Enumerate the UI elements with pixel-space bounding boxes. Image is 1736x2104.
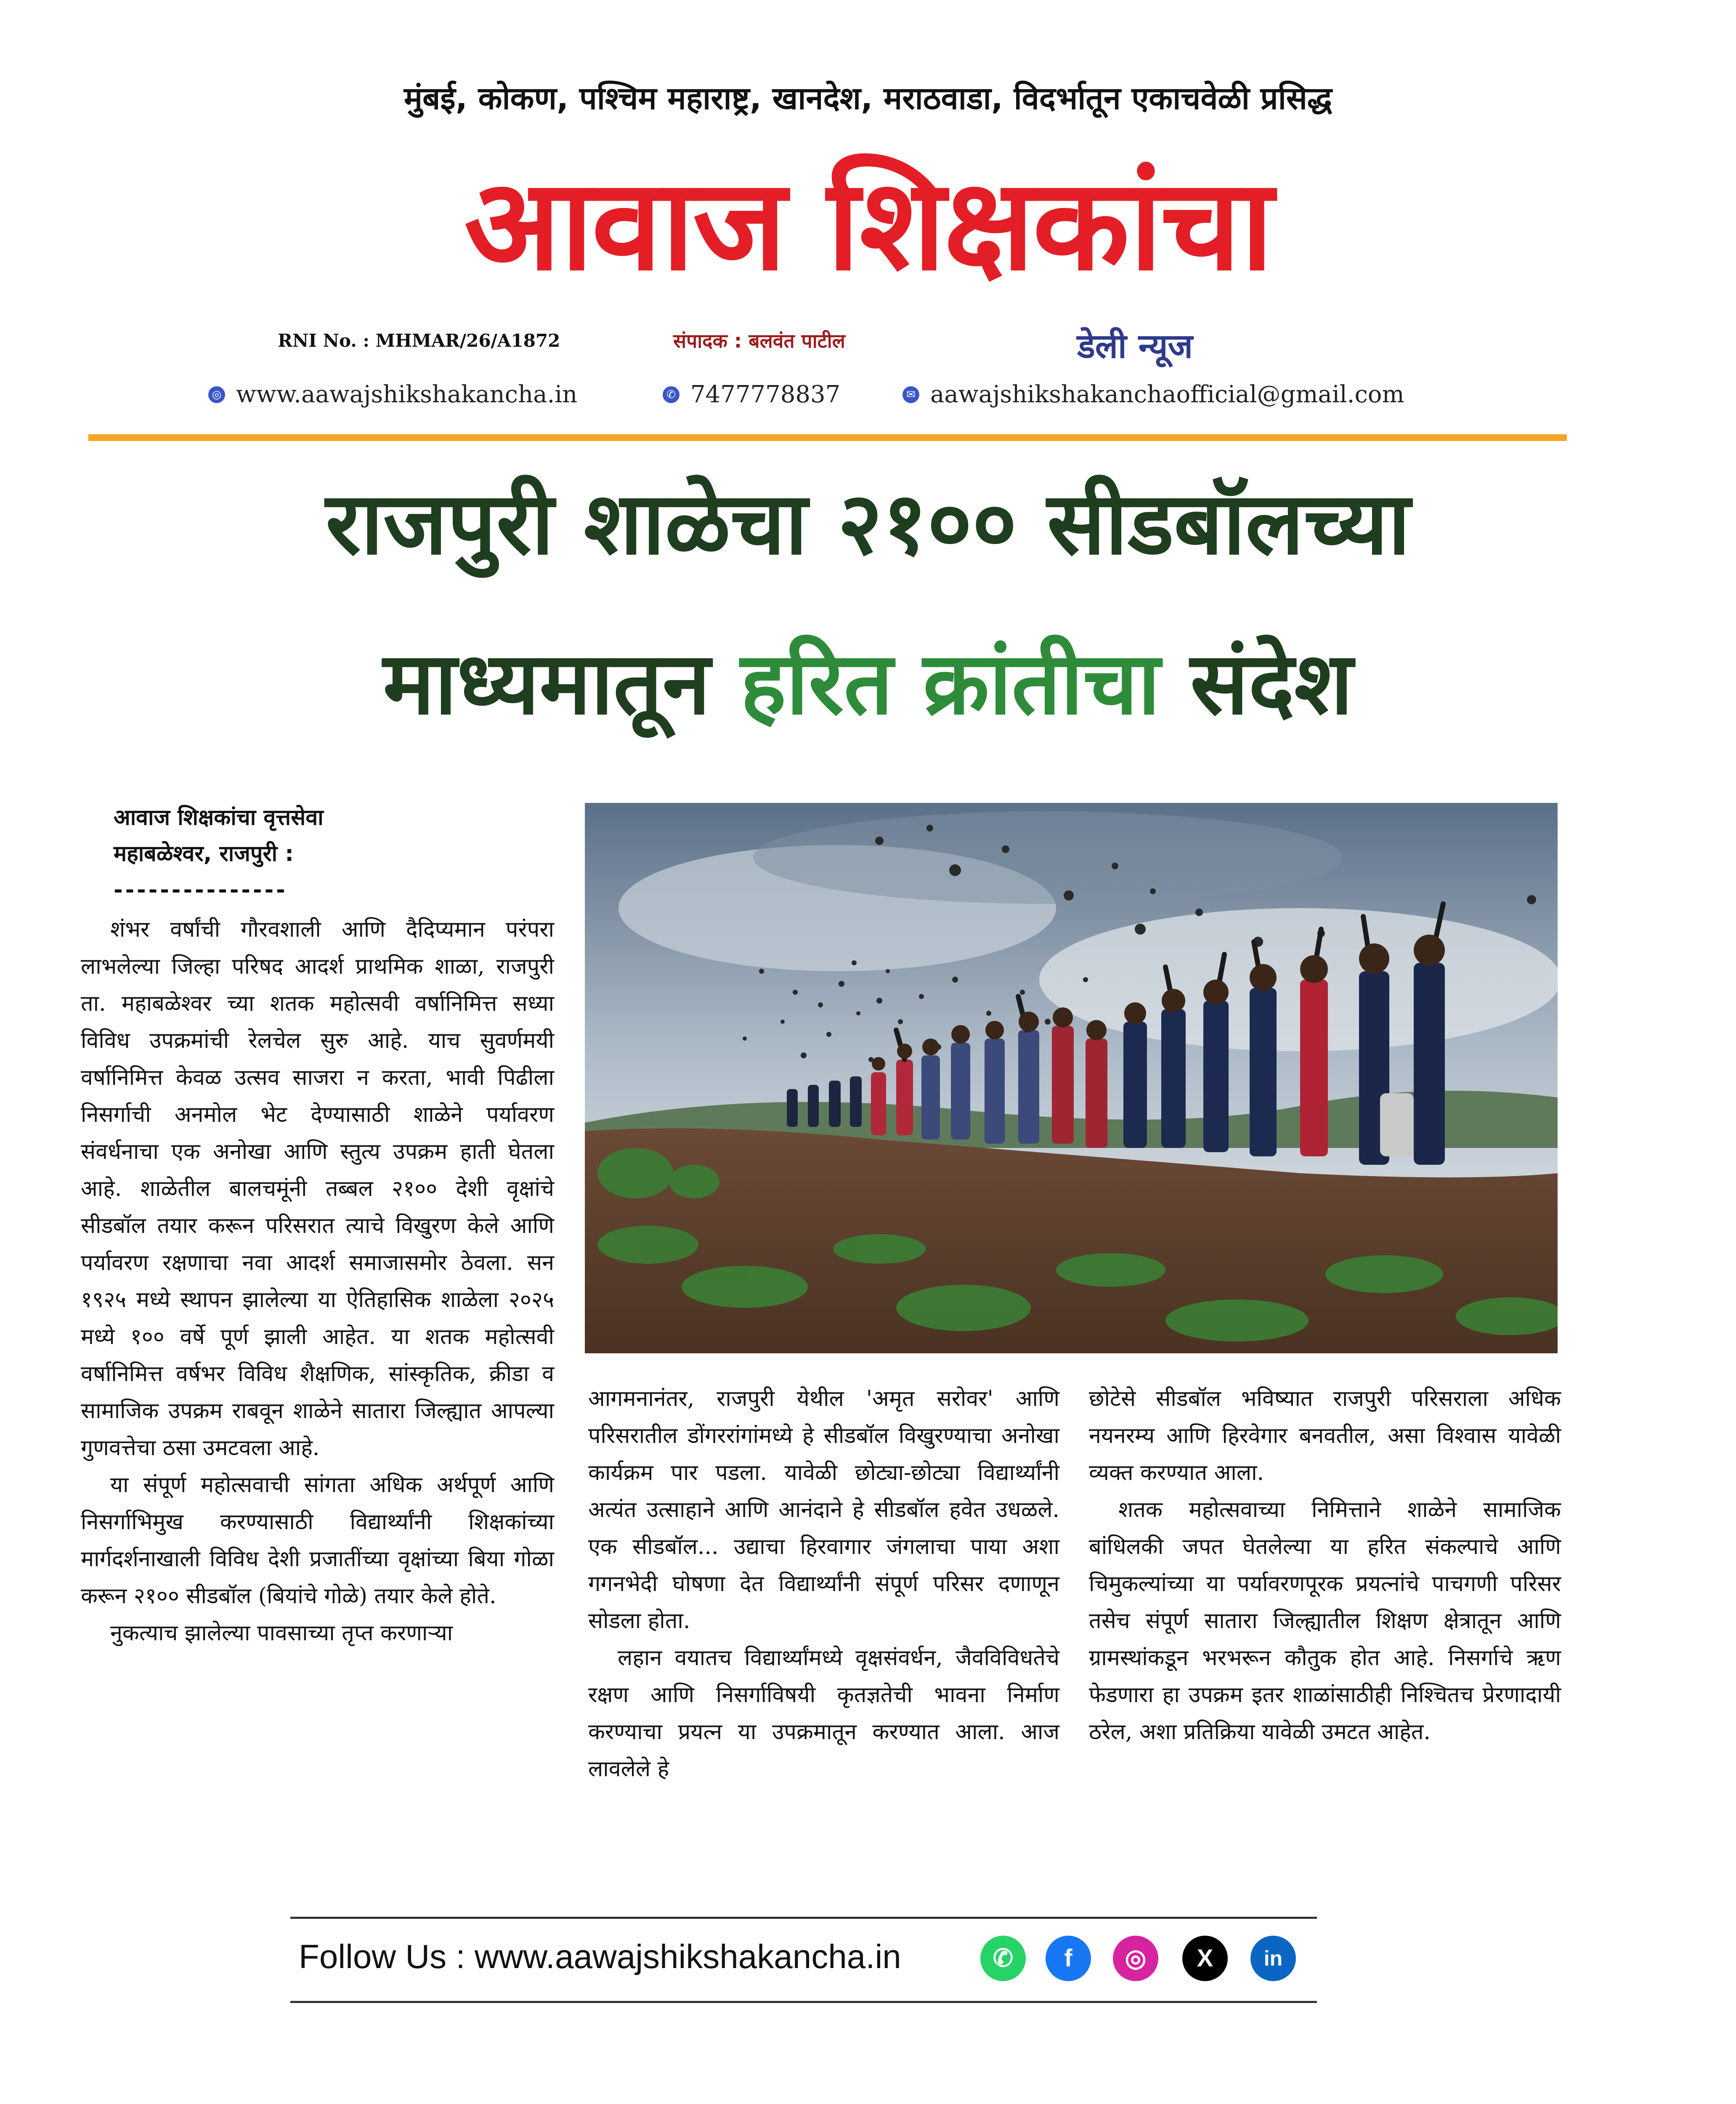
masthead-logo: आवाज शिक्षकांचा [464, 151, 1272, 298]
follow-us-text[interactable]: Follow Us : www.aawajshikshakancha.in [299, 1938, 901, 1975]
footer-rule-bottom [290, 2001, 1317, 2003]
article-column-1 [81, 911, 554, 1652]
phone-text[interactable]: 7477778837 [690, 381, 841, 408]
paragraph: नुकत्याच झालेल्या पावसाच्या तृप्त करणाऱ्या [110, 1621, 453, 1646]
tagline: मुंबई, कोकण, पश्चिम महाराष्ट्र, खानदेश, मराठवाडा, विदर्भातून एकाचवेळी प्रसिद्ध [403, 80, 1333, 117]
paragraph: शंभर वर्षांची गौरवशाली आणि दैदिप्यमान परंपरा लाभलेल्या जिल्हा परिषद आदर्श प्राथमिक शाळा, राजपुरी ता. महाबळेश्वर च्या शतक महोत्सवी वर्षानिमित्त सध्या विविध उपक्रमांची रेलचेल सुरु आहे. याच सुवर्णमयी वर्षानिमित्त केवळ उत्सव साजरा न करता, भावी पिढीला निसर्गाची अनमोल भेट देण्यासाठी शाळेने पर्यावरण संवर्धनाचा एक अनोखा आणि स्तुत्य उपक्रम हाती घेतला आहे. शाळेतील बालचमूंनी तब्बल २१०० देशी वृक्षांचे सीडबॉल तयार करून परिसरात त्याचे विखुरण केले आणि पर्यावरण रक्षणाचा नवा आदर्श समाजासमोर ठेवला. सन १९२५ मध्ये स्थापन झालेल्या या ऐतिहासिक शाळेला २०२५ मध्ये १०० वर्षे पूर्ण झाली आहेत. या शतक महोत्सवी वर्षानिमित्त वर्षभर विविध शैक्षणिक, सांस्कृतिक, क्रीडा व सामाजिक उपक्रम राबवून शाळेने सातारा जिल्ह्यात आपल्या गुणवत्तेचा ठसा उमटवला आहे. [81, 917, 554, 1461]
editor-credit: संपादक : बलवंत पाटील [673, 329, 845, 352]
contact-email[interactable] [903, 381, 1404, 408]
linkedin-icon[interactable]: in [1250, 1936, 1296, 1981]
rni-number: RNI No. : MHMAR/26/A1872 [278, 330, 560, 351]
article-photo [585, 803, 1558, 1353]
contact-phone[interactable] [663, 381, 840, 408]
headline-line-2-part-3: संदेश [1160, 634, 1353, 734]
footer-rule-top [290, 1917, 1317, 1919]
paragraph: लहान वयातच विद्यार्थ्यांमध्ये वृक्षसंवर्धन, जैवविविधतेचे रक्षण आणि निसर्गाविषयी कृतज्ञतेची भावना निर्माण करण्याचा प्रयत्न या उपक्रमातून करण्यात आला. आज लावलेले हे [588, 1645, 1059, 1782]
phone-icon: ✆ [663, 386, 680, 403]
headline-line-2-part-1: माध्यमातून [383, 634, 741, 734]
byline-source: आवाज शिक्षकांचा वृत्तसेवा [114, 805, 324, 830]
headline-line-2 [0, 629, 1736, 739]
globe-icon: ◎ [208, 386, 225, 403]
article-column-3 [1089, 1380, 1561, 1751]
facebook-icon[interactable]: f [1046, 1936, 1091, 1981]
whatsapp-icon[interactable]: ✆ [980, 1936, 1026, 1981]
edition-label: डेली न्यूज [1077, 327, 1193, 366]
mail-icon: ✉ [903, 386, 919, 403]
paragraph: आगमनानंतर, राजपुरी येथील 'अमृत सरोवर' आणि परिसरातील डोंगररांगांमध्ये हे सीडबॉल विखुरण्याचा अनोखा कार्यक्रम पार पडला. यावेळी छोट्या-छोट्या विद्यार्थ्यांनी अत्यंत उत्साहाने आणि आनंदाने हे सीडबॉल हवेत उधळले. एक सीडबॉल... उद्याचा हिरवागार जंगलाचा पाया अशा गगनभेदी घोषणा देत विद्यार्थ्यांनी संपूर्ण परिसर दणाणून सोडला होता. [588, 1386, 1059, 1634]
email-text[interactable]: aawajshikshakanchaofficial@gmail.com [930, 381, 1404, 408]
instagram-icon[interactable]: ◎ [1113, 1936, 1158, 1981]
x-icon[interactable]: X [1182, 1936, 1228, 1981]
header-divider [88, 434, 1567, 441]
byline-separator: --------------- [114, 877, 288, 903]
headline-line-1: राजपुरी शाळेचा २१०० सीडबॉलच्या [325, 474, 1411, 574]
article-column-2 [588, 1380, 1059, 1788]
paragraph: छोटेसे सीडबॉल भविष्यात राजपुरी परिसराला अधिक नयनरम्य आणि हिरवेगार बनवतील, असा विश्वास यावेळी व्यक्त करण्यात आला. [1089, 1386, 1561, 1485]
byline [114, 800, 324, 872]
contact-website[interactable] [208, 381, 577, 408]
headline-highlight: हरित क्रांतीचा [740, 634, 1160, 734]
byline-dateline: महाबळेश्वर, राजपुरी : [114, 841, 294, 866]
paragraph: या संपूर्ण महोत्सवाची सांगता अधिक अर्थपूर्ण आणि निसर्गाभिमुख करण्यासाठी विद्यार्थ्यांनी शिक्षकांच्या मार्गदर्शनाखाली विविध देशी प्रजातींच्या वृक्षांच्या बिया गोळा करून २१०० सीडबॉल (बियांचे गोळे) तयार केले होते. [81, 1472, 554, 1609]
paragraph: शतक महोत्सवाच्या निमित्ताने शाळेने सामाजिक बांधिलकी जपत घेतलेल्या या हरित संकल्पाचे आणि चिमुकल्यांच्या या पर्यावरणपूरक प्रयत्नांचे पाचगणी परिसर तसेच संपूर्ण सातारा जिल्ह्यातील शिक्षण क्षेत्रातून आणि ग्रामस्थांकडून भरभरून कौतुक होत आहे. निसर्गाचे ऋण फेडणारा हा उपक्रम इतर शाळांसाठीही निश्चितच प्रेरणादायी ठरेल, अशा प्रतिक्रिया यावेळी उमटत आहेत. [1089, 1497, 1561, 1745]
website-text[interactable]: www.aawajshikshakancha.in [236, 381, 578, 408]
